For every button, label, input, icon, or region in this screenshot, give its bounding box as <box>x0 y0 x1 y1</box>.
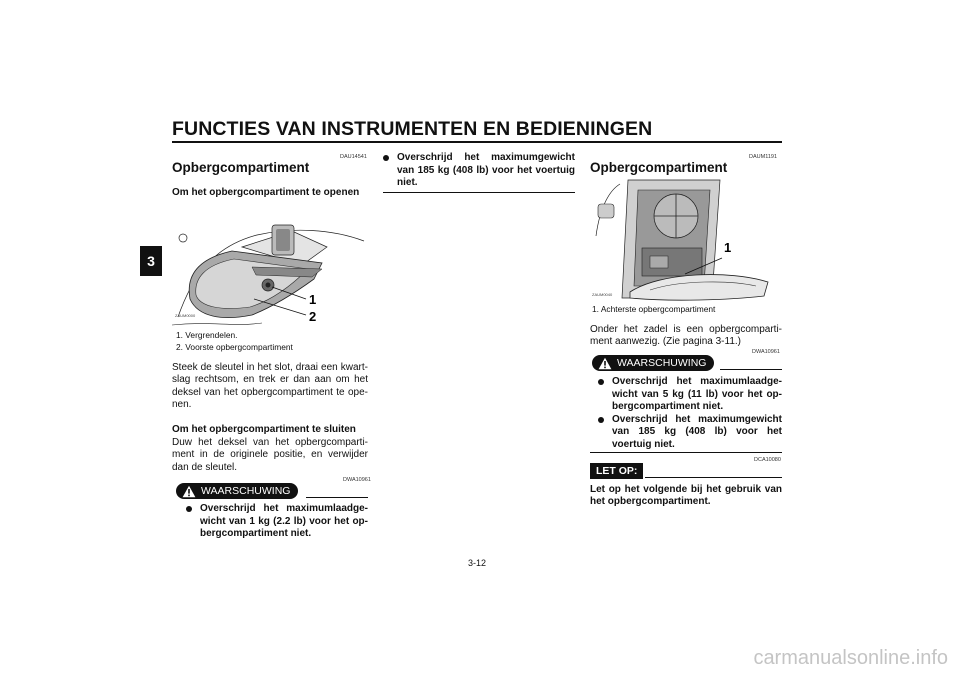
warning-triangle-icon <box>182 485 196 498</box>
page-number: 3-12 <box>468 558 487 568</box>
warning-code-right: DWA10961 <box>752 349 780 355</box>
bullet-item: Overschrijd het maximumgewicht van 185 kg (408 lb) voor het voertuig niet. <box>383 152 575 190</box>
bullet-item: Overschrijd het maximumgewicht van 185 kg (408 lb) voor het voertuig niet. <box>598 414 782 452</box>
chapter-tab: 3 <box>140 246 162 276</box>
caption-2: 2. Voorste opbergcompartiment <box>176 342 293 352</box>
page-title: FUNCTIES VAN INSTRUMENTEN EN BEDIENINGEN <box>172 118 653 140</box>
warning-bullets <box>186 503 368 541</box>
figure-id-right: ZAUM0040 <box>592 292 613 297</box>
warning-triangle-icon <box>598 357 612 370</box>
warning-end-rule-right <box>590 452 782 453</box>
caption-1: 1. Vergrendelen. <box>176 330 238 340</box>
callout-2: 2 <box>309 309 317 324</box>
warning-label: WAARSCHUWING <box>201 485 291 497</box>
callout-1: 1 <box>309 292 317 307</box>
subheading-close: Om het opbergcompartiment te sluiten <box>172 424 356 435</box>
section-code: DAUM1191 <box>749 154 778 160</box>
rear-compartment-figure <box>590 176 782 302</box>
section-code: DAU14541 <box>340 154 367 160</box>
notice-code: DCA10080 <box>754 457 781 463</box>
warning-end-rule <box>383 192 575 193</box>
paragraph-right: Onder het zadel is een opbergcomparti-ment aanwezig. (Zie pagina 3-11.) <box>590 324 782 348</box>
caption-right: 1. Achterste opbergcompartiment <box>592 304 716 314</box>
warning-badge-right <box>592 355 714 371</box>
bullet-dot <box>598 417 604 423</box>
bullet-dot <box>186 506 192 512</box>
notice-badge: LET OP: <box>590 463 643 479</box>
warning-rule-right <box>720 369 782 370</box>
bullet-dot <box>598 379 604 385</box>
title-rule <box>172 141 782 143</box>
bullet-dot <box>383 155 389 161</box>
section-heading-right: Opbergcompartiment <box>590 160 728 175</box>
section-heading: Opbergcompartiment <box>172 160 310 175</box>
middle-bullets <box>383 152 575 190</box>
paragraph-open: Steek de sleutel in het slot, draai een kwart-slag rechtsom, en trek er dan aan om het deksel van het opbergcompartiment te ope-nen. <box>172 362 368 410</box>
front-compartment-figure <box>172 207 368 327</box>
subheading-open: Om het opbergcompartiment te openen <box>172 187 360 198</box>
warning-rule <box>306 497 368 498</box>
warning-bullets-right <box>598 376 782 451</box>
paragraph-close: Duw het deksel van het opbergcomparti-ment in de originele positie, en verwijder dan de sleutel. <box>172 437 368 473</box>
warning-code: DWA10961 <box>343 477 371 483</box>
bullet-item: Overschrijd het maximumlaadge-wicht van 5 kg (11 lb) voor het op-bergcompartiment niet. <box>598 376 782 414</box>
notice-text: Let op het volgende bij het gebruik van het opbergcompartiment. <box>590 484 782 508</box>
bullet-item: Overschrijd het maximumlaadge-wicht van 1 kg (2.2 lb) voor het op-bergcompartiment niet. <box>186 503 368 541</box>
warning-label-right: WAARSCHUWING <box>617 357 707 369</box>
notice-rule <box>645 477 782 478</box>
callout-1-right: 1 <box>724 240 732 255</box>
warning-badge <box>176 483 298 499</box>
figure-id: ZAUM0000 <box>175 313 196 318</box>
footer-watermark: carmanualsonline.info <box>753 647 948 669</box>
